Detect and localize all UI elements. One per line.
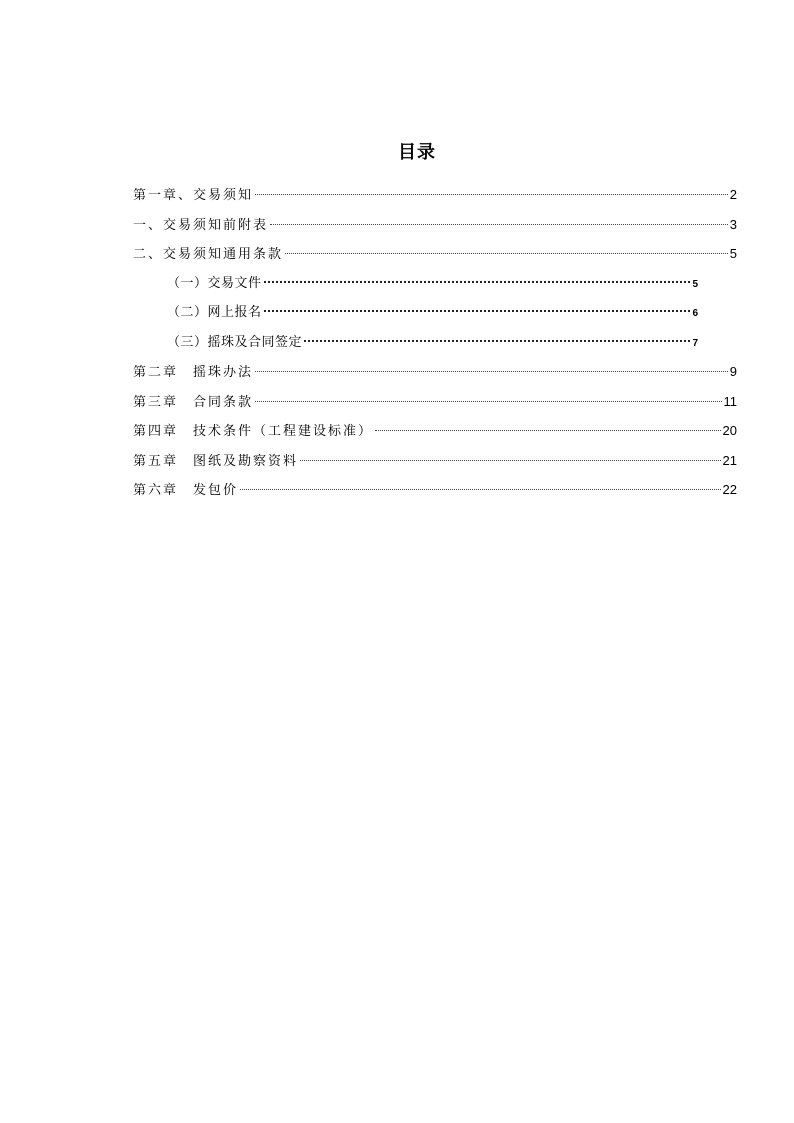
toc-entry-page: 11 <box>723 393 737 409</box>
toc-entry-page: 2 <box>729 187 737 202</box>
toc-entry-page: 6 <box>692 308 698 319</box>
toc-leader-dots <box>285 253 728 254</box>
toc-leader-dots <box>255 194 728 195</box>
toc-entry-label: （二）网上报名 <box>167 305 262 320</box>
toc-entry-page: 5 <box>729 246 737 261</box>
toc-entry[interactable] <box>133 361 737 391</box>
toc-subentry[interactable] <box>133 273 698 303</box>
toc-entry-label: 第一章、交易须知 <box>133 188 254 203</box>
toc-entry-page: 5 <box>692 278 698 290</box>
toc-entry-label: 第三章 合同条款 <box>133 394 254 410</box>
toc-entry-page: 22 <box>722 482 737 497</box>
toc-entry-page: 3 <box>729 216 737 232</box>
toc-entry[interactable] <box>133 450 737 480</box>
toc-leader-dots <box>264 281 691 283</box>
toc-leader-dots <box>255 371 728 372</box>
toc-leader-dots <box>270 224 728 225</box>
toc-entry[interactable] <box>133 479 737 509</box>
toc-entry-label: 第二章 摇珠办法 <box>133 365 254 380</box>
toc-entry-label: 第五章 图纸及勘察资料 <box>133 453 299 469</box>
toc-title: 目录 <box>398 142 436 163</box>
toc-entry-label: 第六章 发包价 <box>133 483 239 498</box>
toc-leader-dots <box>304 340 690 342</box>
toc-leader-dots <box>300 460 721 461</box>
table-of-contents <box>133 184 737 509</box>
toc-entry-label: （一）交易文件 <box>167 275 262 291</box>
toc-entry[interactable] <box>133 391 737 421</box>
toc-leader-dots <box>255 401 721 402</box>
toc-entry-page: 7 <box>692 337 698 349</box>
toc-entry-label: （三）摇珠及合同签定 <box>167 334 303 350</box>
toc-entry[interactable] <box>133 184 737 214</box>
toc-entry-page: 9 <box>729 364 737 379</box>
toc-entry[interactable] <box>133 214 737 244</box>
toc-entry-page: 21 <box>722 452 737 468</box>
toc-entry[interactable] <box>133 420 737 450</box>
toc-entry-label: 二、交易须知通用条款 <box>133 247 284 262</box>
toc-leader-dots <box>240 489 721 490</box>
toc-subentry[interactable] <box>133 302 698 332</box>
toc-entry[interactable] <box>133 243 737 273</box>
toc-leader-dots <box>375 430 721 431</box>
toc-subentry[interactable] <box>133 332 698 362</box>
toc-entry-label: 一、交易须知前附表 <box>133 217 269 233</box>
toc-leader-dots <box>264 310 691 312</box>
toc-entry-page: 20 <box>722 423 737 438</box>
toc-entry-label: 第四章 技术条件（工程建设标准） <box>133 424 374 439</box>
